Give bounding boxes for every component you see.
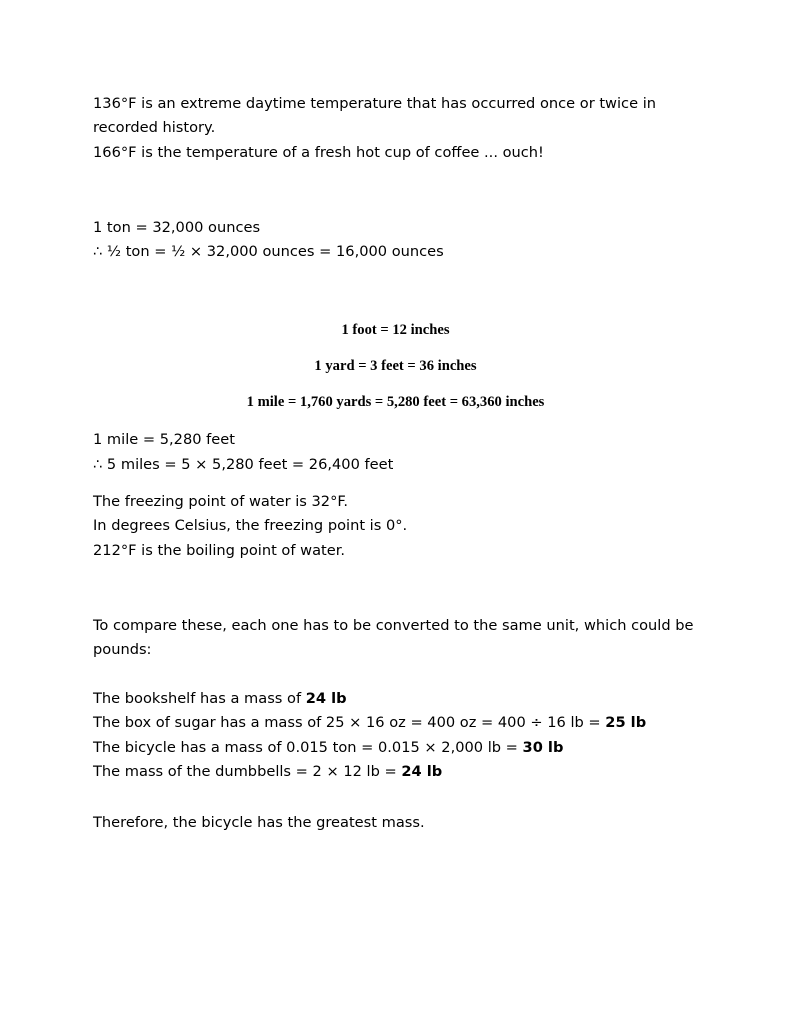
ton-ounces-line-1: 1 ton = 32,000 ounces xyxy=(93,219,261,236)
conclusion-line: Therefore, the bicycle has the greatest mass. xyxy=(93,814,425,831)
bicycle-text: The bicycle has a mass of 0.015 ton = 0.015 × 2,000 lb = xyxy=(93,739,523,756)
water-line-1: The freezing point of water is 32°F. xyxy=(93,493,349,510)
water-line-3: 212°F is the boiling point of water. xyxy=(93,542,346,559)
compare-intro-line-2: pounds: xyxy=(93,641,152,658)
dumbbells-text: The mass of the dumbbells = 2 × 12 lb = xyxy=(93,763,402,780)
mile-fact: 1 mile = 1,760 yards = 5,280 feet = 63,360 inches xyxy=(246,394,545,410)
sugar-line xyxy=(93,714,646,732)
bicycle-line xyxy=(93,739,563,757)
foot-fact: 1 foot = 12 inches xyxy=(341,322,450,338)
dumbbells-line xyxy=(93,763,442,781)
bookshelf-text: The bookshelf has a mass of xyxy=(93,690,306,707)
bicycle-value: 30 lb xyxy=(522,739,564,756)
ton-ounces-line-2: ∴ ½ ton = ½ × 32,000 ounces = 16,000 ounces xyxy=(93,243,444,260)
temperature-line-1: 136°F is an extreme daytime temperature that has occurred once or twice in xyxy=(93,95,656,112)
dumbbells-value: 24 lb xyxy=(401,763,443,780)
bookshelf-line xyxy=(93,690,347,708)
temperature-line-3: 166°F is the temperature of a fresh hot cup of coffee ... ouch! xyxy=(93,144,544,161)
compare-intro-line-1: To compare these, each one has to be converted to the same unit, which could be xyxy=(93,617,694,634)
miles-feet-line-2: ∴ 5 miles = 5 × 5,280 feet = 26,400 feet xyxy=(93,456,394,473)
sugar-value: 25 lb xyxy=(605,714,647,731)
water-line-2: In degrees Celsius, the freezing point is 0°. xyxy=(93,517,408,534)
sugar-text: The box of sugar has a mass of 25 × 16 oz = 400 oz = 400 ÷ 16 lb = xyxy=(93,714,606,731)
temperature-line-2: recorded history. xyxy=(93,119,216,136)
yard-fact: 1 yard = 3 feet = 36 inches xyxy=(314,358,477,374)
bookshelf-value: 24 lb xyxy=(305,690,347,707)
miles-feet-line-1: 1 mile = 5,280 feet xyxy=(93,431,235,448)
